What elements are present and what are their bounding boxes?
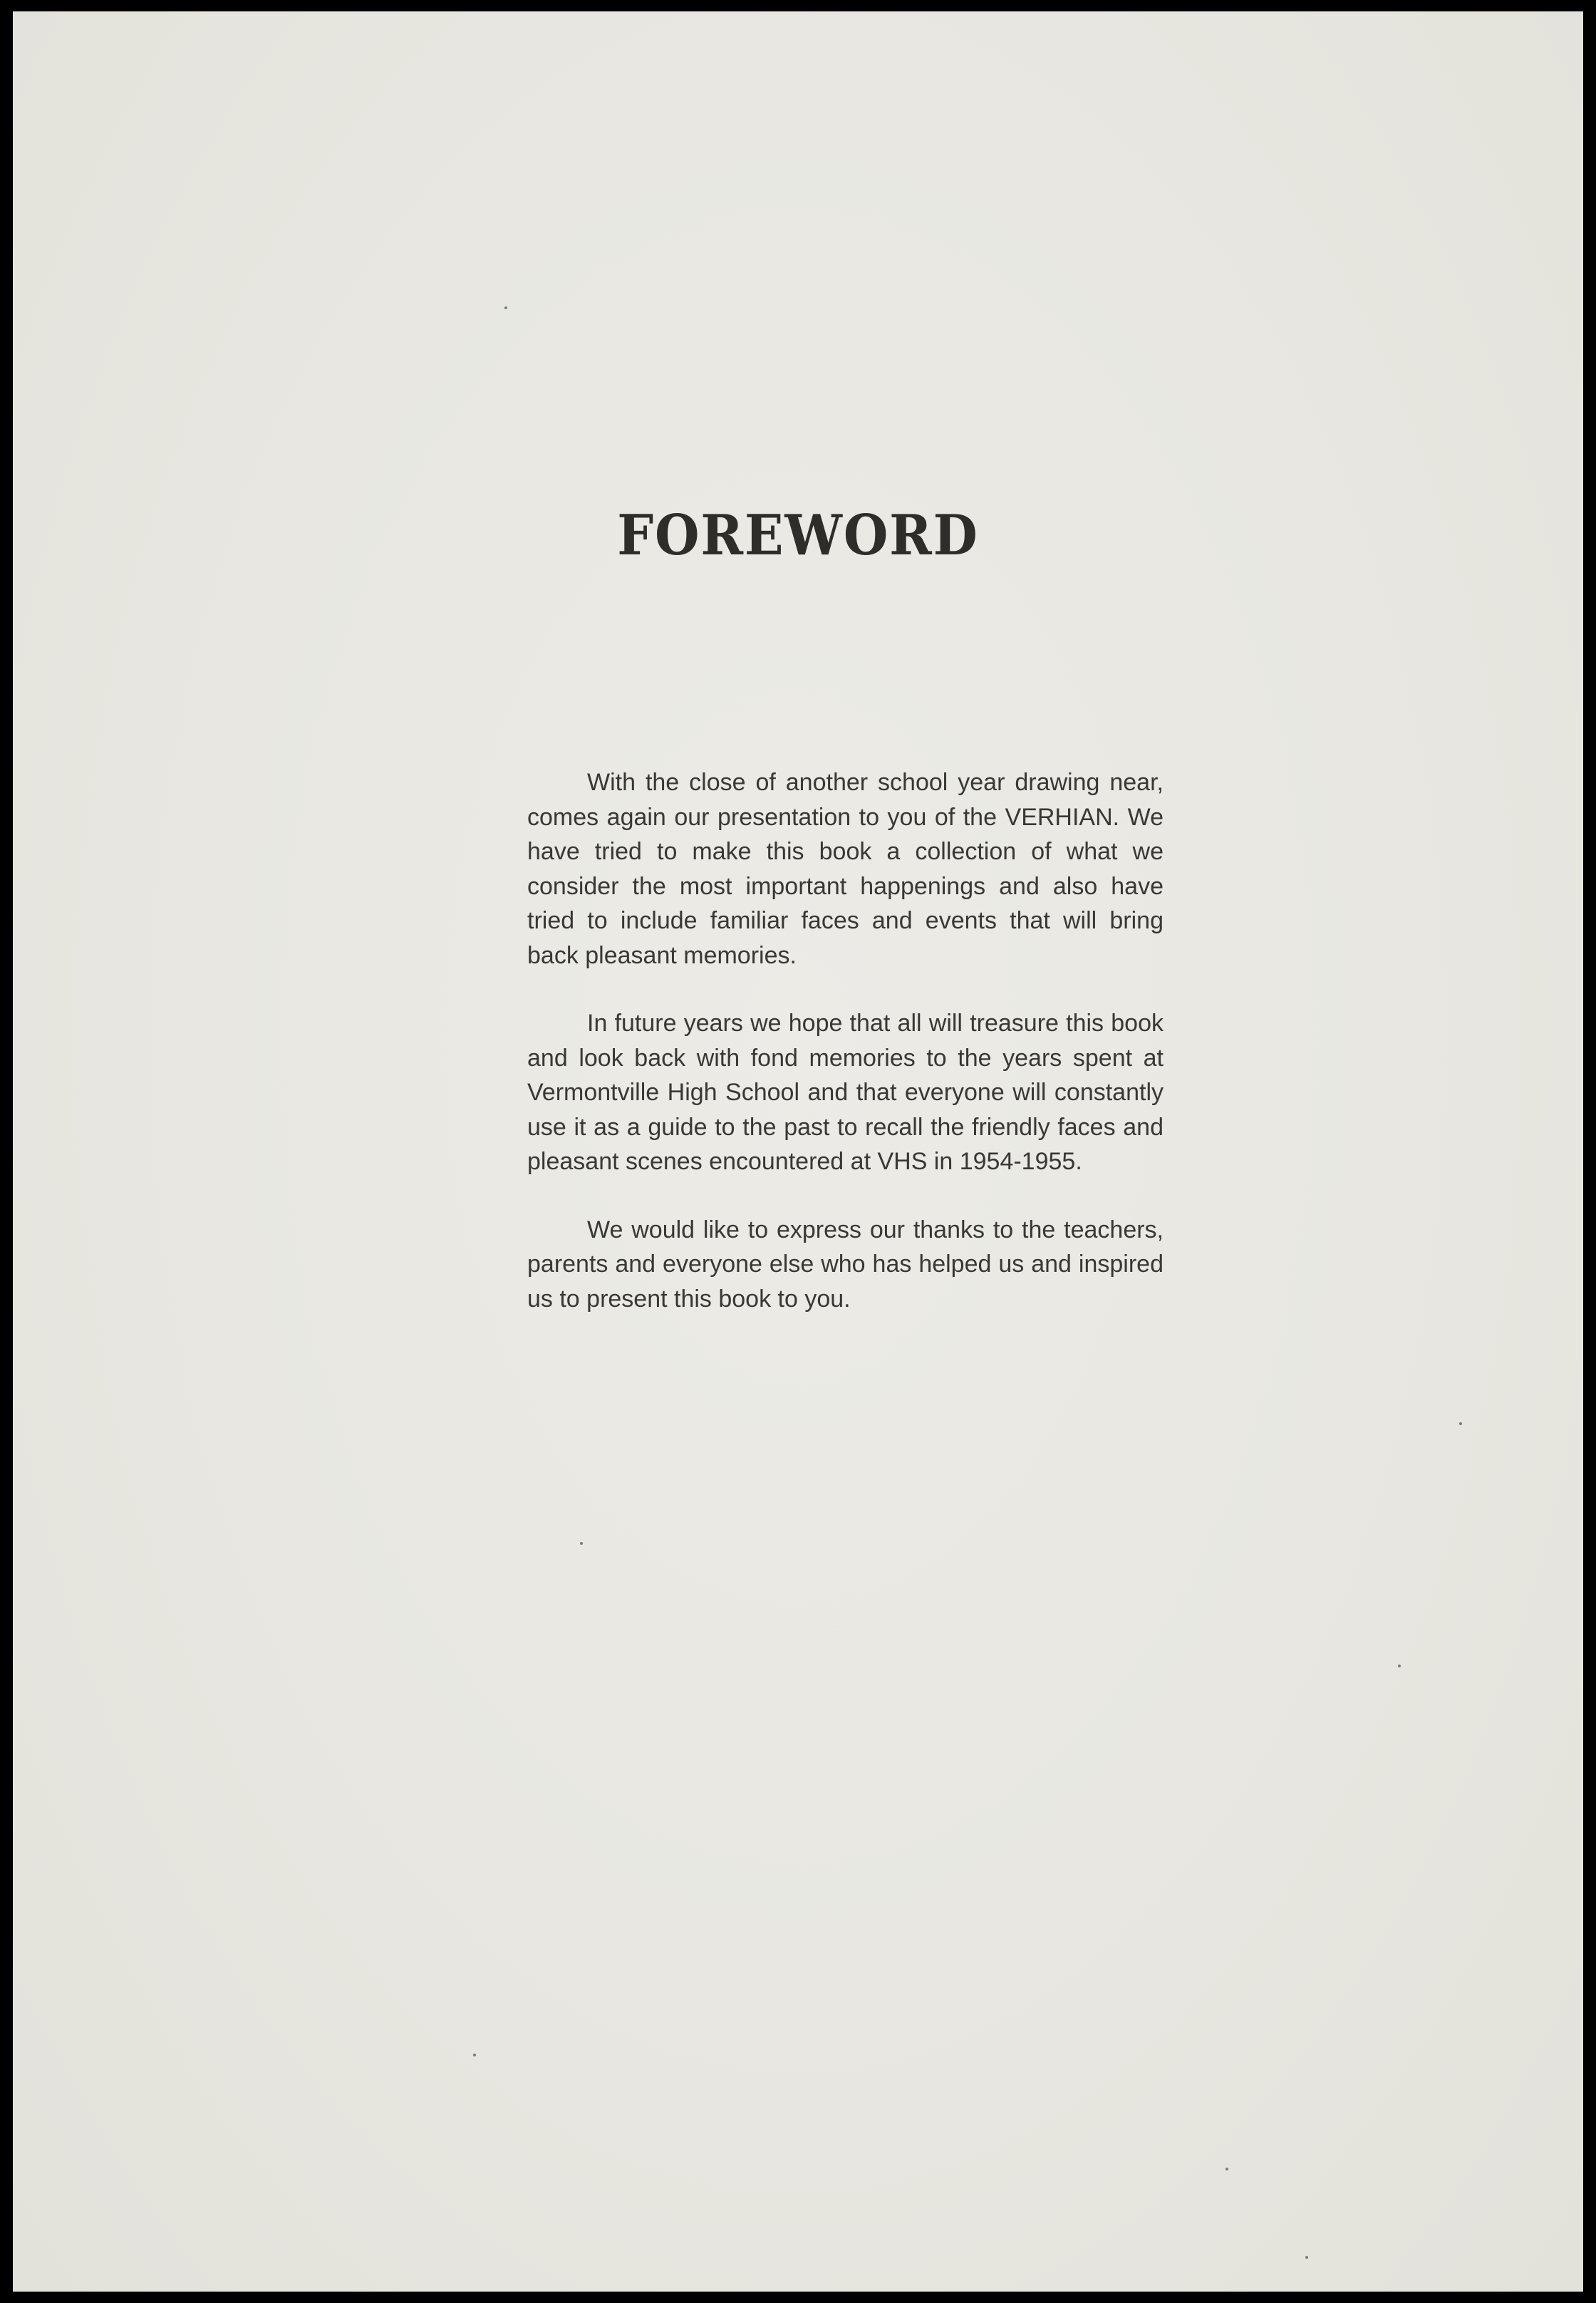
paper-speck	[504, 306, 507, 309]
paper-speck	[1398, 1665, 1401, 1667]
paper-speck	[1305, 2256, 1308, 2259]
foreword-paragraph-1: With the close of another school year drawing near, comes again our presentation to you of the VERHIAN. We have tried to make this book a collection of what we consider the most important happenings and also have tried to include familiar faces and events that will bring back pleasant memories.	[527, 769, 1164, 969]
page-title: FOREWORD	[617, 503, 979, 568]
yearbook-page	[13, 11, 1583, 2292]
paper-speck	[580, 1542, 583, 1545]
paper-speck	[1459, 1422, 1462, 1425]
foreword-paragraph-2: In future years we hope that all will treasure this book and look back with fond memories to the years spent at Vermontville High School and that everyone will constantly use it as a guide to the past to recall the friendly faces and pleasant scenes encountered at VHS in 1954-1955.	[527, 1010, 1164, 1175]
foreword-paragraph-3: We would like to express our thanks to the teachers, parents and everyone else who has helped us and inspired us to present this book to you.	[527, 1216, 1164, 1313]
paper-speck	[1226, 2168, 1228, 2170]
paper-speck	[473, 2054, 476, 2056]
foreword-body	[527, 765, 1164, 1350]
